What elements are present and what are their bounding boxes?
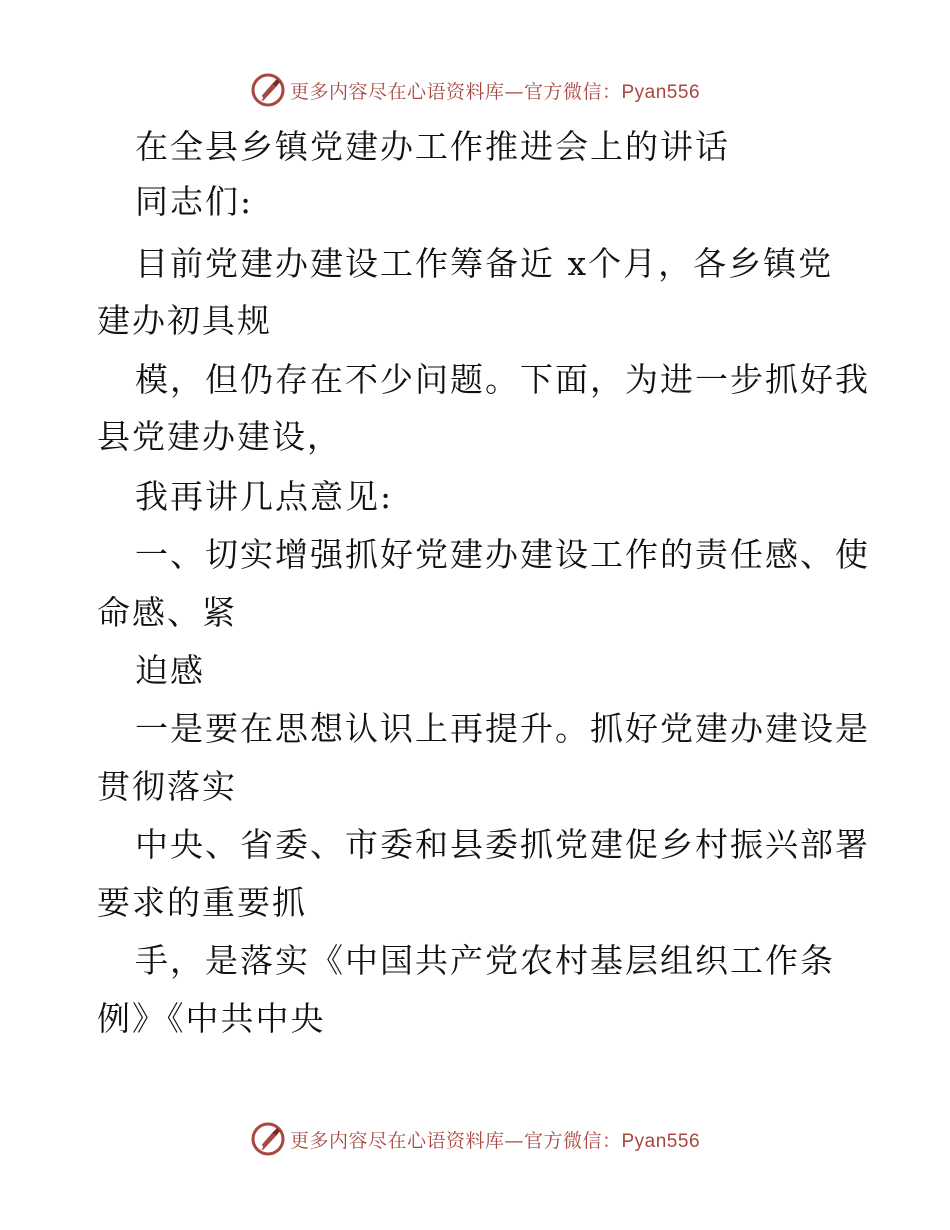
banner-text [290, 77, 700, 104]
document-title: 在全县乡镇党建办工作推进会上的讲话 [135, 127, 730, 166]
salutation: 同志们: [135, 182, 254, 221]
paragraph-line: 目前党建办建设工作筹备近 x个月，各乡镇党 [135, 244, 834, 283]
header-banner [0, 70, 950, 110]
wechat-id: Pyan556 [621, 81, 701, 103]
paragraph-line: 中央、省委、市委和县委抓党建促乡村振兴部署 [135, 825, 870, 864]
section-heading: 一、切实增强抓好党建办建设工作的责任感、使 [135, 535, 870, 574]
paragraph-line: 例》《中共中央 [97, 999, 326, 1038]
footer-banner [0, 1119, 950, 1159]
section-heading-cont: 迫感 [135, 651, 205, 690]
wechat-id: Pyan556 [621, 1130, 701, 1152]
section-heading-cont: 命感、紧 [97, 593, 237, 632]
paragraph-line: 建办初具规 [97, 301, 272, 340]
pen-seal-icon [250, 72, 286, 108]
paragraph-line: 县党建办建设， [97, 417, 342, 456]
pen-seal-icon [250, 1121, 286, 1157]
paragraph-line: 贯彻落实 [97, 767, 237, 806]
paragraph-line: 手，是落实《中国共产党农村基层组织工作条 [135, 941, 835, 980]
paragraph-line: 一是要在思想认识上再提升。抓好党建办建设是 [135, 709, 870, 748]
banner-label: 更多内容尽在心语资料库—官方微信： [289, 80, 622, 103]
paragraph-line: 模，但仍存在不少问题。下面，为进一步抓好我 [135, 360, 870, 399]
paragraph-line: 要求的重要抓 [97, 883, 307, 922]
paragraph-line: 我再讲几点意见: [135, 477, 394, 516]
banner-text [290, 1126, 700, 1153]
banner-label: 更多内容尽在心语资料库—官方微信： [289, 1129, 622, 1152]
